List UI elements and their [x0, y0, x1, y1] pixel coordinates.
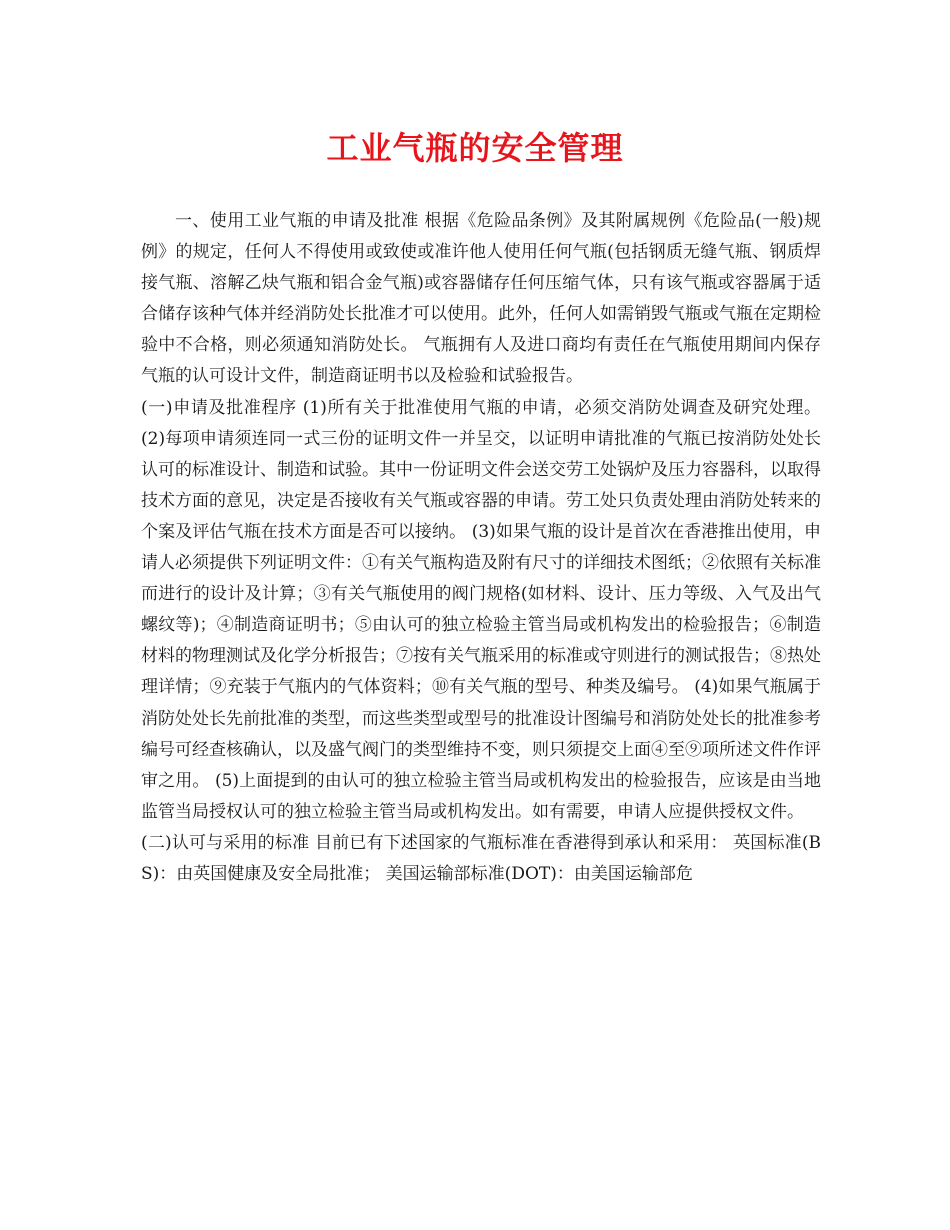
paragraph-application-procedure: (一)申请及批准程序 (1)所有关于批准使用气瓶的申请，必须交消防处调查及研究处理。 (2)每项申请须连同一式三份的证明文件一并呈交，以证明申请批准的气瓶已按消防处处长认可的标准设计、制造和试验。其中一份证明文件会送交劳工处锅炉及压力容器科，以取得技术方面的意见，决定是否接收有关气瓶或容器的申请。劳工处只负责处理由消防处转来的个案及评估气瓶在技术方面是否可以接纳。 (3)如果气瓶的设计是首次在香港推出使用，申请人必须提供下列证明文件：①有关气瓶构造及附有尺寸的详细技术图纸；②依照有关标准而进行的设计及计算；③有关气瓶使用的阀门规格(如材料、设计、压力等级、入气及出气螺纹等)；④制造商证明书；⑤由认可的独立检验主管当局或机构发出的检验报告；⑥制造材料的物理测试及化学分析报告；⑦按有关气瓶采用的标准或守则进行的测试报告；⑧热处理详情；⑨充装于气瓶内的气体资料；⑩有关气瓶的型号、种类及编号。 (4)如果气瓶属于消防处处长先前批准的类型，而这些类型或型号的批准设计图编号和消防处处长的批准参考编号可经查核确认，以及盛气阀门的类型维持不变，则只须提交上面④至⑨项所述文件作评审之用。 (5)上面提到的由认可的独立检验主管当局或机构发出的检验报告，应该是由当地监管当局授权认可的独立检验主管当局或机构发出。如有需要，申请人应提供授权文件。	[141, 397, 821, 822]
paragraph-recognized-standards: (二)认可与采用的标准 目前已有下述国家的气瓶标准在香港得到承认和采用： 英国标准(BS)：由英国健康及安全局批准； 美国运输部标准(DOT)：由美国运输部危	[141, 832, 821, 884]
document-body	[141, 206, 821, 890]
document-title: 工业气瓶的安全管理	[326, 129, 624, 167]
paragraph-section-one: 一、使用工业气瓶的申请及批准 根据《危险品条例》及其附属规例《危险品(一般)规例》的规定，任何人不得使用或致使或准许他人使用任何气瓶(包括钢质无缝气瓶、钢质焊接气瓶、溶解乙炔气瓶和铝合金气瓶)或容器储存任何压缩气体，只有该气瓶或容器属于适合储存该种气体并经消防处长批准才可以使用。此外，任何人如需销毁气瓶或气瓶在定期检验中不合格，则必须通知消防处长。 气瓶拥有人及进口商均有责任在气瓶使用期间内保存气瓶的认可设计文件，制造商证明书以及检验和试验报告。	[141, 211, 821, 387]
